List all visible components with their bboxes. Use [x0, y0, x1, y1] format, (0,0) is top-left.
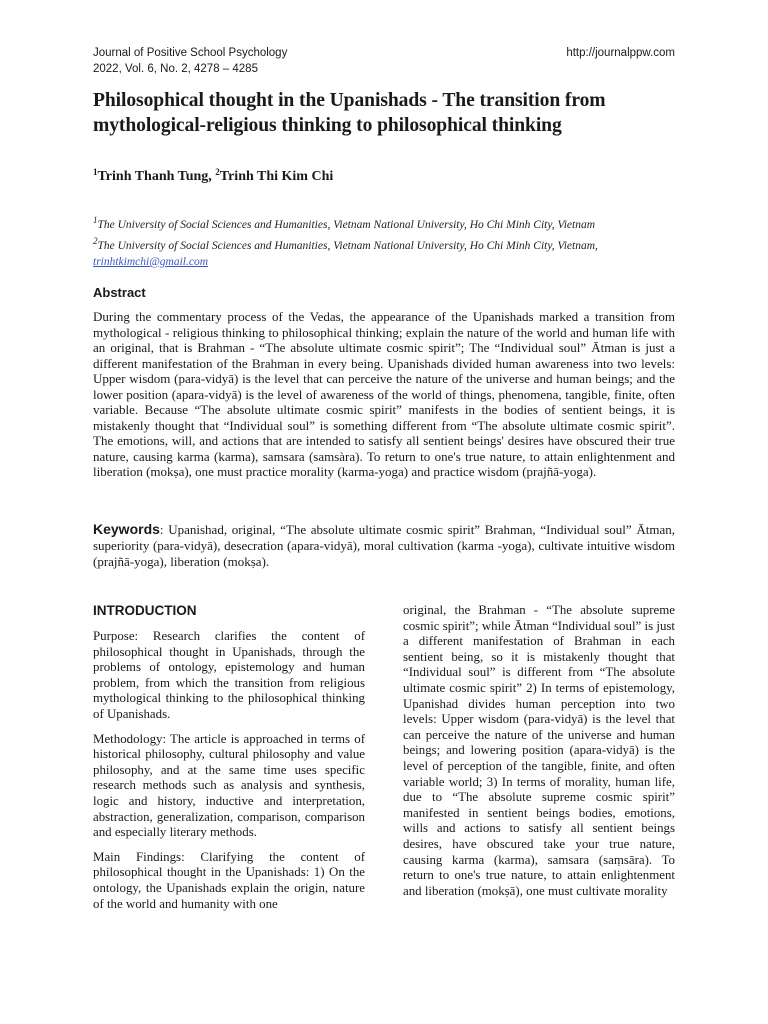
author-1: Trinh Thanh Tung, [97, 169, 216, 184]
affiliation-1-text: The University of Social Sciences and Humanities, Vietnam National University, Ho Chi Minh City, Vietnam [97, 219, 596, 231]
affiliation-2-text: The University of Social Sciences and Humanities, Vietnam National University, Ho Chi Minh City, Vietnam, [97, 240, 598, 252]
purpose-paragraph: Purpose: Research clarifies the content of philosophical thought in Upanishads, through the problems of ontology, epistemology and human problem, from which the transition from religious mythological thinking to the philosophical thinking of Upanishads. [93, 629, 365, 721]
journal-name: Journal of Positive School Psychology [93, 47, 288, 59]
abstract-heading: Abstract [93, 285, 146, 300]
author-2: Trinh Thi Kim Chi [219, 169, 334, 184]
findings-paragraph: Main Findings: Clarifying the content of philosophical thought in the Upanishads: 1) On the ontology, the Upanishads explain the origin, nature of the world and humanity with one [93, 849, 365, 911]
affiliation-1 [93, 212, 675, 233]
author-2-sup: 2 [215, 167, 220, 177]
affiliation-2-sup: 2 [93, 236, 98, 246]
keywords-text: : Upanishad, original, “The absolute ultimate cosmic spirit” Brahman, “Individual soul” Ātman, superiority (para-vidyā), desecration (apara-vidyā), moral cultivation (karma -yoga), cultivate intuitive wisdom (prajñā-yoga), liberation (mokṣa). [93, 522, 675, 569]
methodology-paragraph: Methodology: The article is approached in terms of historical philosophy, cultural philosophy and value philosophy, and at the same time uses specific research methods such as analysis and synthesis, logic and history, inductive and interpretation, abstraction, generalization, comparison, comparison and especially literary methods. [93, 731, 365, 840]
paper-title: Philosophical thought in the Upanishads - The transition from mythological-religious thinking to philosophical thinking [93, 90, 606, 136]
findings-continued-paragraph: original, the Brahman - “The absolute supreme cosmic spirit”; while Ātman “Individual soul” is just a different manifestation of Brahman in each sentient being, so it is mistakenly thought that “Individual soul” is different from “The absolute ultimate cosmic spirit” 2) In terms of epistemology, Upanishad divides human perception into two levels: Upper wisdom (para-vidyā) is the level that can perceive the nature of the universe and human beings; and lowering position (apara-vidyā) is the level of perception of the tangible, finite, and often variable world; 3) In terms of morality, human life, due to “The absolute supreme cosmic spirit” manifested in sentient beings bodies, emotions, wills and actions to satisfy all sentient beings desires, have obscured take your true nature, causing karma (karma), samsara (saṃsāra). To return to one's true nature, to attain enlightenment and liberation (mokṣā), one must cultivate morality [403, 603, 675, 898]
keywords-label: Keywords [93, 521, 160, 537]
journal-info [93, 45, 287, 77]
author-1-sup: 1 [93, 167, 98, 177]
author-list [93, 167, 333, 185]
introduction-heading: INTRODUCTION [93, 603, 197, 618]
keywords-block [93, 521, 675, 570]
affiliations [93, 212, 675, 270]
right-column [403, 603, 675, 908]
affiliation-1-sup: 1 [93, 215, 98, 225]
left-column [93, 603, 365, 921]
author-email-link[interactable]: trinhtkimchi@gmail.com [93, 256, 209, 268]
journal-issue: 2022, Vol. 6, No. 2, 4278 – 4285 [93, 63, 258, 75]
abstract-body: During the commentary process of the Vedas, the appearance of the Upanishads marked a transition from mythological - religious thinking to philosophical thinking; explain the nature of the world and human life with an original, that is Brahman - “The absolute ultimate cosmic spirit”; The “Individual soul” Ātman is just a different manifestation of the Brahman in every being. Upanishads divided human awareness into two levels: Upper wisdom (para-vidyā) is the level that can perceive the nature of the universe and human beings; and the lower position (apara-vidyā) is the level of awareness of the world of things, phenomena, tangible, finite, often variable. Because “The absolute ultimate cosmic spirit” manifests in the bodies of sentient beings, it is mistakenly thought that “Individual soul” is something different from “The absolute ultimate cosmic spirit”. The emotions, will, and actions that are intended to satisfy all sentient beings' desires have obscured their true nature, causing karma (karma), samsara (samsàra). To return to one's true nature, to attain enlightenment and liberation (mokṣa), one must practice morality (karma-yoga) and practice wisdom (prajñā-yoga). [93, 309, 675, 479]
affiliation-2 [93, 233, 675, 254]
journal-url[interactable]: http://journalppw.com [566, 47, 675, 59]
